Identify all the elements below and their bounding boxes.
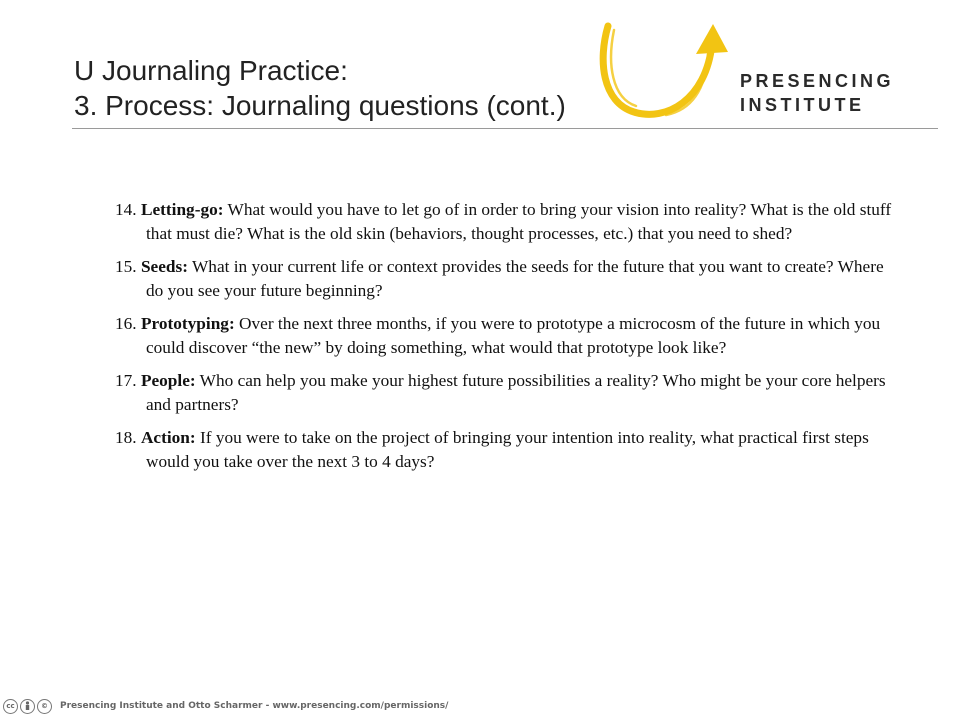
question-number: 14.	[115, 200, 137, 219]
question-term: Letting-go:	[140, 200, 224, 219]
question-text: Who can help you make your highest future possibilities a reality? Who might be your core helpers and partners?	[146, 371, 886, 414]
question-text: Over the next three months, if you were to prototype a microcosm of the future in which you could discover “the new” by doing something, what would that prototype look like?	[146, 314, 881, 357]
title-line-2: 3. Process: Journaling questions (cont.)	[74, 90, 566, 121]
question-text: What would you have to let go of in order to bring your vision into reality? What is the old stuff that must die? What is the old skin (behaviors, thought processes, etc.) that you need to shed?	[146, 200, 892, 243]
question-number: 18.	[115, 428, 137, 447]
question-term: Seeds:	[140, 257, 188, 276]
question-item-14	[115, 198, 895, 246]
presencing-institute-logo	[740, 69, 894, 117]
slide-title	[74, 53, 566, 123]
question-list	[115, 198, 895, 483]
by-icon	[20, 699, 35, 714]
question-term: Prototyping:	[140, 314, 235, 333]
copyright-icon: ©	[37, 699, 52, 714]
license-icons	[3, 699, 52, 714]
logo-line-2: INSTITUTE	[740, 95, 865, 115]
question-number: 16.	[115, 314, 137, 333]
u-arrow-logo-icon	[596, 20, 736, 135]
question-term: Action:	[140, 428, 196, 447]
license-footer	[0, 694, 449, 718]
question-text: What in your current life or context provides the seeds for the future that you want to create? Where do you see your future beginning?	[146, 257, 884, 300]
question-term: People:	[140, 371, 196, 390]
title-line-1: U Journaling Practice:	[74, 55, 348, 86]
question-text: If you were to take on the project of bringing your intention into reality, what practical first steps would you take over the next 3 to 4 days?	[146, 428, 869, 471]
question-item-17	[115, 369, 895, 417]
question-item-16	[115, 312, 895, 360]
cc-icon: cc	[3, 699, 18, 714]
footer-credit: Presencing Institute and Otto Scharmer - www.presencing.com/permissions/	[60, 701, 449, 711]
question-number: 15.	[115, 257, 137, 276]
question-item-18	[115, 426, 895, 474]
header-divider	[72, 128, 938, 129]
question-item-15	[115, 255, 895, 303]
question-number: 17.	[115, 371, 137, 390]
logo-line-1: PRESENCING	[740, 71, 895, 91]
